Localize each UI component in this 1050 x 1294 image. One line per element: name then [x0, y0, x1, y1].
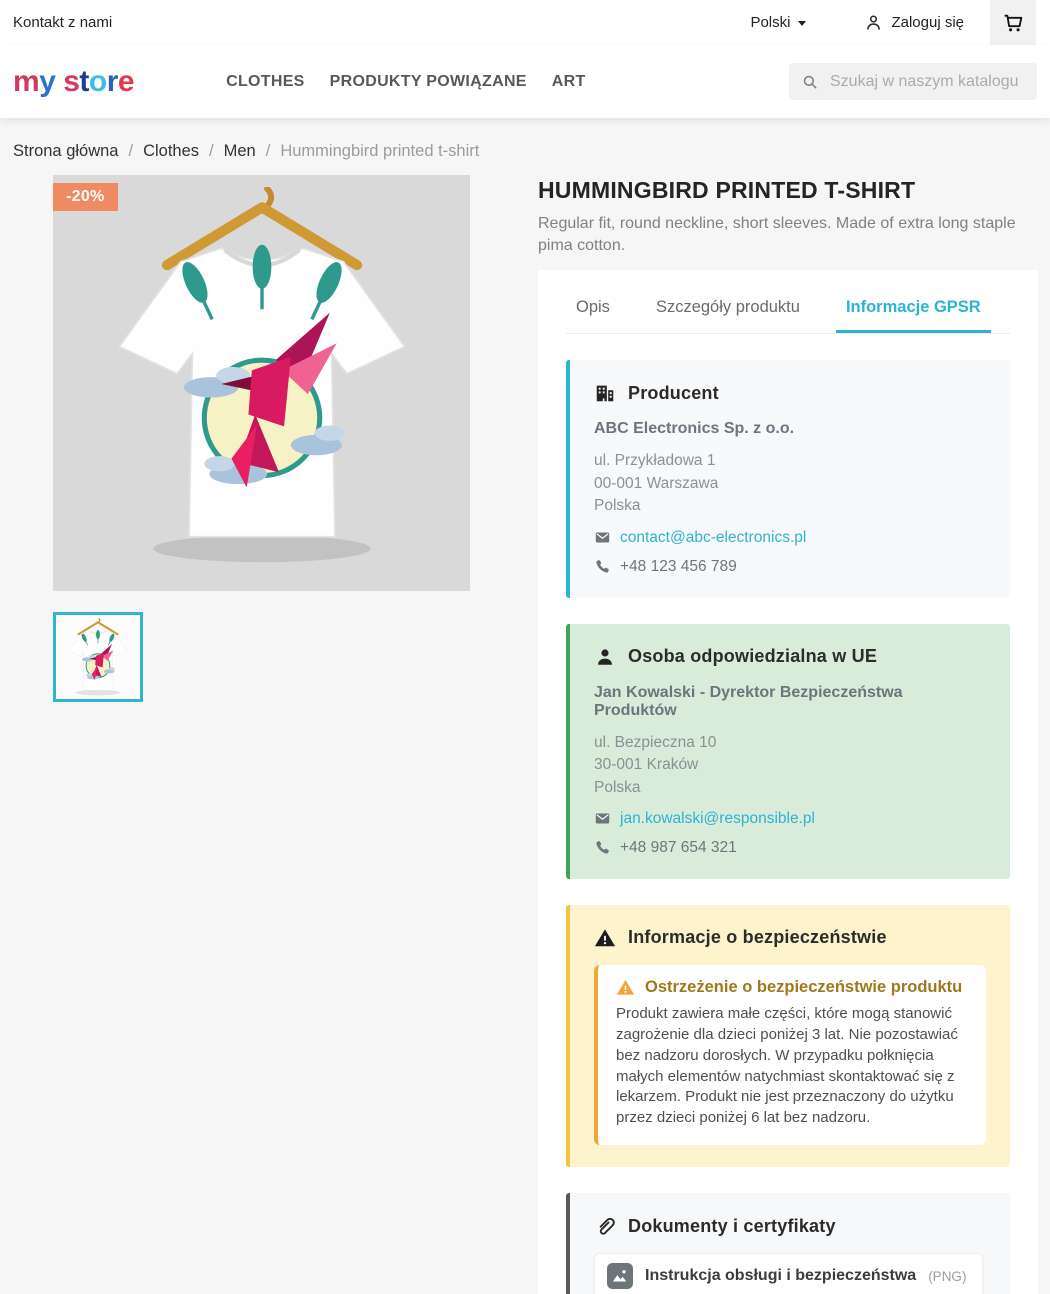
person-icon — [594, 646, 616, 668]
document-type-badge: (PNG) — [928, 1268, 967, 1284]
documents-card-title: Dokumenty i certyfikaty — [628, 1215, 836, 1236]
contact-link[interactable]: Kontakt z nami — [13, 14, 113, 31]
email-icon — [594, 529, 611, 546]
main-nav — [226, 73, 585, 91]
safety-info-card — [566, 905, 1010, 1167]
document-link[interactable] — [594, 1253, 983, 1294]
language-selected-label: Polski — [750, 14, 791, 31]
product-description: Regular fit, round neckline, short sleeves. Made of extra long staple pima cotton. — [538, 215, 1016, 255]
image-file-icon — [607, 1263, 633, 1289]
paperclip-icon — [594, 1215, 616, 1237]
manufacturer-card-title: Producent — [628, 382, 719, 403]
login-label: Zaloguj się — [891, 14, 964, 31]
breadcrumb-separator: / — [128, 142, 134, 160]
tab-szczegoly-produktu[interactable]: Szczegóły produktu — [655, 298, 800, 317]
tshirt-thumbnail-image — [63, 618, 133, 697]
safety-warning-box — [594, 965, 986, 1145]
tab-opis[interactable]: Opis — [576, 298, 610, 317]
breadcrumb-separator: / — [265, 142, 271, 160]
product-thumbnail[interactable] — [53, 612, 143, 702]
warning-triangle-icon — [594, 927, 616, 949]
breadcrumb-home[interactable]: Strona główna — [13, 142, 119, 160]
safety-warning-title: Ostrzeżenie o bezpieczeństwie produktu — [645, 977, 963, 996]
manufacturer-phone: +48 123 456 789 — [620, 557, 737, 575]
top-bar — [0, 0, 1050, 45]
responsible-person-card — [566, 624, 1010, 879]
documents-card — [566, 1193, 1010, 1294]
document-label: Instrukcja obsługi i bezpieczeństwa — [645, 1267, 917, 1285]
store-logo[interactable]: my store — [13, 64, 135, 98]
responsible-card-title: Osoba odpowiedzialna w UE — [628, 646, 878, 667]
tab-informacje-gpsr[interactable]: Informacje GPSR — [836, 288, 991, 333]
responsible-person-address: ul. Bezpieczna 10 30-001 Kraków Polska — [594, 733, 717, 796]
phone-icon — [594, 558, 611, 575]
language-selector[interactable] — [750, 14, 806, 31]
product-image[interactable] — [53, 175, 470, 591]
manufacturer-card — [566, 360, 1010, 597]
safety-card-title: Informacje o bezpieczeństwie — [628, 927, 887, 948]
manufacturer-name: ABC Electronics Sp. z o.o. — [594, 420, 795, 438]
breadcrumb-clothes[interactable]: Clothes — [143, 142, 200, 160]
nav-item-produkty-powiazane[interactable]: PRODUKTY POWIĄZANE — [329, 72, 527, 90]
phone-icon — [594, 839, 611, 856]
product-tabs-panel — [538, 270, 1038, 1294]
breadcrumb — [0, 118, 1050, 175]
product-info-column — [538, 175, 1038, 1294]
warning-triangle-orange-icon — [616, 978, 635, 997]
main-header — [0, 45, 1050, 118]
nav-item-clothes[interactable]: CLOTHES — [226, 72, 305, 90]
product-media-column — [53, 175, 470, 1294]
login-link[interactable] — [864, 13, 964, 32]
manufacturer-email-link[interactable]: contact@abc-electronics.pl — [620, 528, 807, 546]
page-content — [0, 118, 1050, 1294]
search-box — [789, 63, 1037, 100]
search-input[interactable] — [828, 72, 1025, 92]
breadcrumb-men[interactable]: Men — [223, 142, 256, 160]
nav-item-art[interactable]: ART — [551, 72, 586, 90]
building-icon — [594, 382, 616, 404]
safety-warning-text: Produkt zawiera małe części, które mogą stanowić zagrożenie dla dzieci poniżej 3 lat. Nie pozostawiać bez nadzoru dorosłych. W przypadku połknięcia małych elementów natychmiast skontaktować się z lekarzem. Produkt nie jest przeznaczony do użytku przez dzieci poniżej 6 lat bez nadzoru. — [616, 1004, 958, 1127]
search-icon — [801, 73, 819, 91]
discount-badge: -20% — [53, 183, 118, 211]
responsible-person-name: Jan Kowalski - Dyrektor Bezpieczeństwa Produktów — [594, 683, 903, 719]
breadcrumb-current: Hummingbird printed t-shirt — [280, 142, 480, 160]
user-icon — [864, 13, 883, 32]
responsible-person-email-link[interactable]: jan.kowalski@responsible.pl — [620, 809, 815, 827]
breadcrumb-separator: / — [209, 142, 214, 160]
cart-button[interactable] — [990, 0, 1036, 45]
responsible-person-phone: +48 987 654 321 — [620, 838, 737, 856]
tshirt-photo — [92, 187, 432, 569]
email-icon — [594, 810, 611, 827]
chevron-down-icon — [798, 21, 806, 26]
page-title: HUMMINGBIRD PRINTED T-SHIRT — [538, 177, 916, 203]
cart-icon — [1001, 10, 1026, 35]
tab-bar — [566, 270, 1010, 334]
manufacturer-address: ul. Przykładowa 1 00-001 Warszawa Polska — [594, 452, 719, 515]
